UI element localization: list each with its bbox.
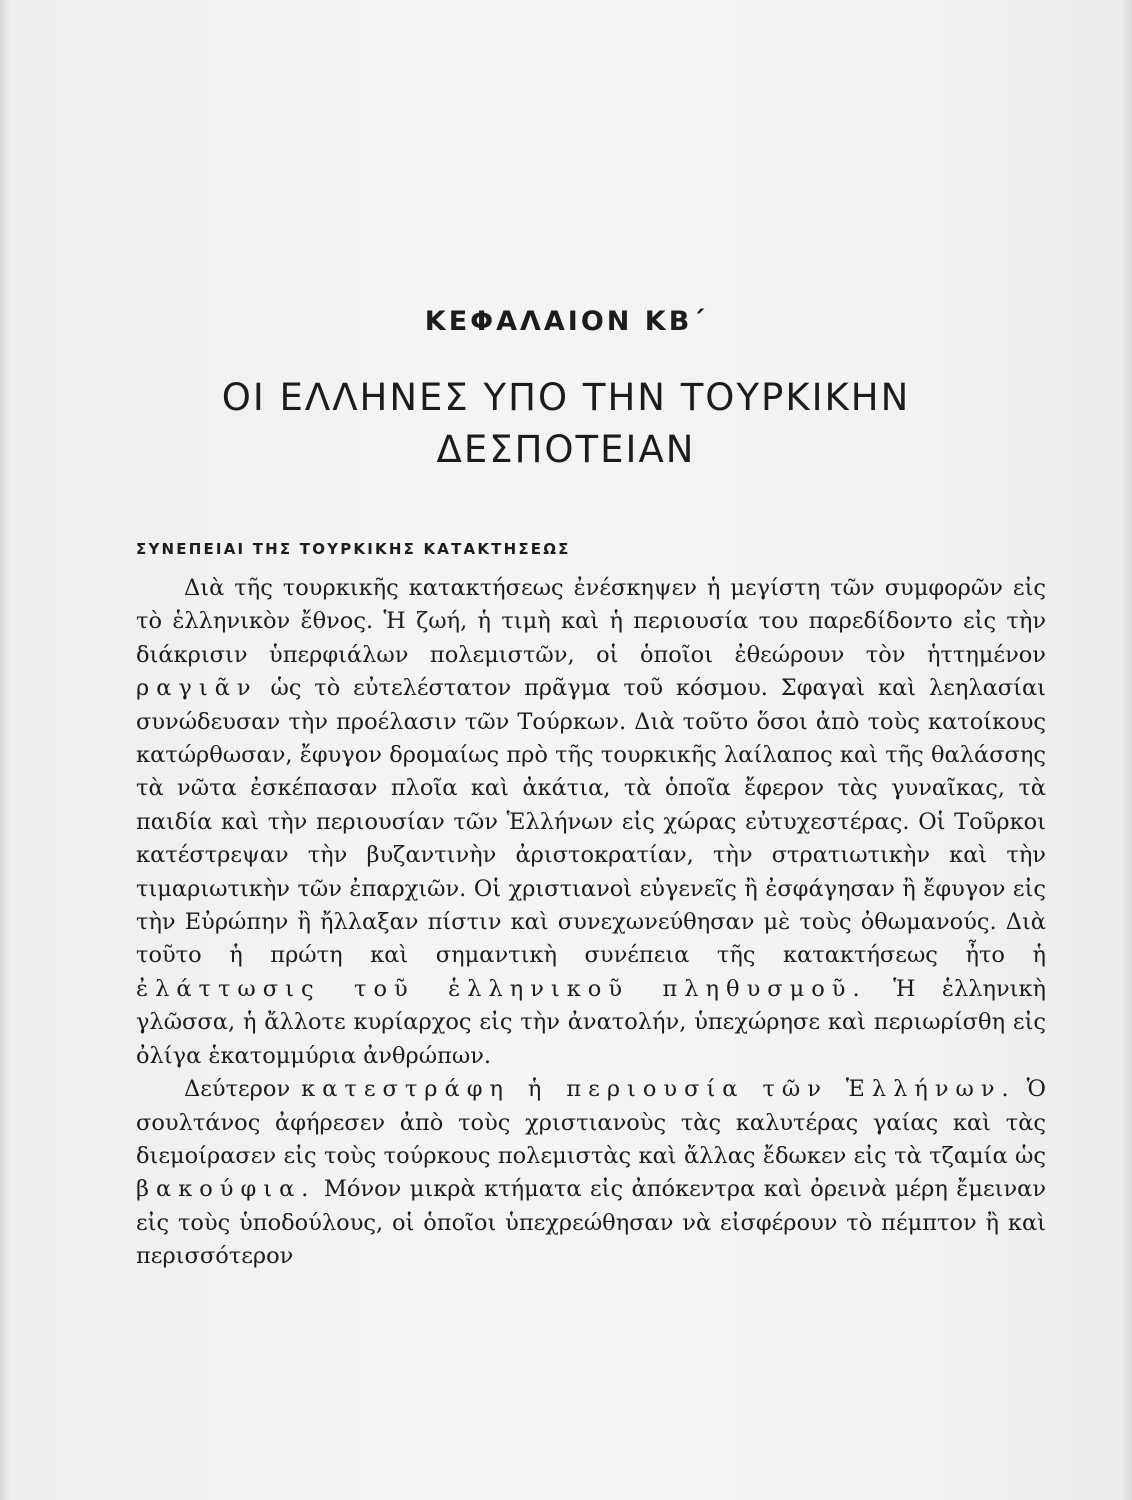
paragraph-1-emphasis-b: ἐλάττωσις τοῦ ἑλληνικοῦ πληθυσμοῦ. bbox=[136, 975, 867, 1002]
paragraph-2-text-a: Δεύτερον bbox=[184, 1076, 291, 1103]
paragraph-2-text-b: Ὁ σουλτάνος ἀφήρεσεν ἀπὸ τοὺς χριστιανοὺς τὰς καλυτέρας γαίας καὶ τὰς διεμοίρασεν εἰς τοὺς τούρκους πολεμιστὰς καὶ ἄλλας ἔδωκεν εἰς τὰ τζαμία ὡς bbox=[136, 1076, 1047, 1169]
paragraph-2 bbox=[136, 1073, 1046, 1273]
chapter-label: ΚΕΦΑΛΑΙΟΝ ΚΒ΄ bbox=[424, 306, 708, 337]
paragraph-1-text-c: Ἡ ἑλληνικὴ γλῶσσα, ἡ ἄλλοτε κυρίαρχος εἰς τὴν ἀνατολήν, ὑπεχώρησε καὶ περιωρίσθη εἰς ὀλίγα ἑκατομμύρια ἀνθρώπων. bbox=[136, 975, 1047, 1069]
chapter-title-line-1: ΟΙ ΕΛΛΗΝΕΣ ΥΠΟ ΤΗΝ ΤΟΥΡΚΙΚΗΝ bbox=[221, 376, 911, 419]
paragraph-1-text-b: ὡς τὸ εὐτελέστατον πρᾶγμα τοῦ κόσμου. Σφαγαὶ καὶ λεηλασίαι συνώδευσαν τὴν προέλασιν τῶν Τούρκων. Διὰ τοῦτο ὅσοι ἀπὸ τοὺς κατοίκους κατώρθωσαν, ἔφυγον δρομαίως πρὸ τῆς τουρκικῆς λαίλαπος καὶ τῆς θαλάσσης τὰ νῶτα ἐσκέπασαν πλοῖα καὶ ἀκάτια, τὰ ὁποῖα ἔφερον τὰς γυναῖκας, τὰ παιδία καὶ τὴν περιουσίαν τῶν Ἑλλήνων εἰς χώρας εὐτυχεστέρας. Οἱ Τοῦρκοι κατέστρεψαν τὴν βυζαντινὴν ἀριστοκρατίαν, τὴν στρατιωτικὴν καὶ τὴν τιμαριωτικὴν τῶν ἐπαρχιῶν. Οἱ χριστιανοὶ εὐγενεῖς ἢ ἐσφάγησαν ἢ ἔφυγον εἰς τὴν Εὐρώπην ἢ ἤλλαξαν πίστιν καὶ συνεχωνεύθησαν μὲ τοὺς ὀθωμανούς. Διὰ τοῦτο ἡ πρώτη καὶ σημαντικὴ συνέπεια τῆς κατακτήσεως ἦτο ἡ bbox=[136, 675, 1047, 969]
page-edge-left bbox=[0, 0, 10, 1500]
paragraph-1 bbox=[136, 572, 1046, 1073]
paragraph-2-emphasis-b: βακούφια. bbox=[136, 1176, 316, 1203]
chapter-title bbox=[0, 372, 1132, 476]
paragraph-1-text-a: Διὰ τῆς τουρκικῆς κατακτήσεως ἐνέσκηψεν ἡ μεγίστη τῶν συμφορῶν εἰς τὸ ἑλληνικὸν ἔθνος. Ἡ ζωή, ἡ τιμὴ καὶ ἡ περιουσία του παρεδίδοντο εἰς τὴν διάκρισιν ὑπερφιάλων πολεμιστῶν, οἱ ὁποῖοι ἐθεώρουν τὸν ἡττημένον bbox=[136, 575, 1046, 668]
body-text bbox=[136, 572, 1046, 1274]
paragraph-1-emphasis-a: ραγιᾶν bbox=[136, 675, 258, 702]
chapter-title-line-2: ΔΕΣΠΟΤΕΙΑΝ bbox=[436, 428, 696, 471]
page-edge-right bbox=[1122, 0, 1132, 1500]
section-heading: ΣΥΝΕΠΕΙΑΙ ΤΗΣ ΤΟΥΡΚΙΚΗΣ ΚΑΤΑΚΤΗΣΕΩΣ bbox=[136, 540, 571, 558]
paragraph-2-text-c: Μόνον μικρὰ κτήματα εἰς ἀπόκεντρα καὶ ὀρεινὰ μέρη ἔμειναν εἰς τοὺς ὑποδούλους, οἱ ὁποῖοι ὑπεχρεώθησαν νὰ εἰσφέρουν τὸ πέμπτον ἢ καὶ περισσότερον bbox=[136, 1176, 1046, 1270]
paragraph-2-emphasis-a: κατεστράφη ἡ περιουσία τῶν Ἑλλήνων. bbox=[301, 1076, 1016, 1103]
